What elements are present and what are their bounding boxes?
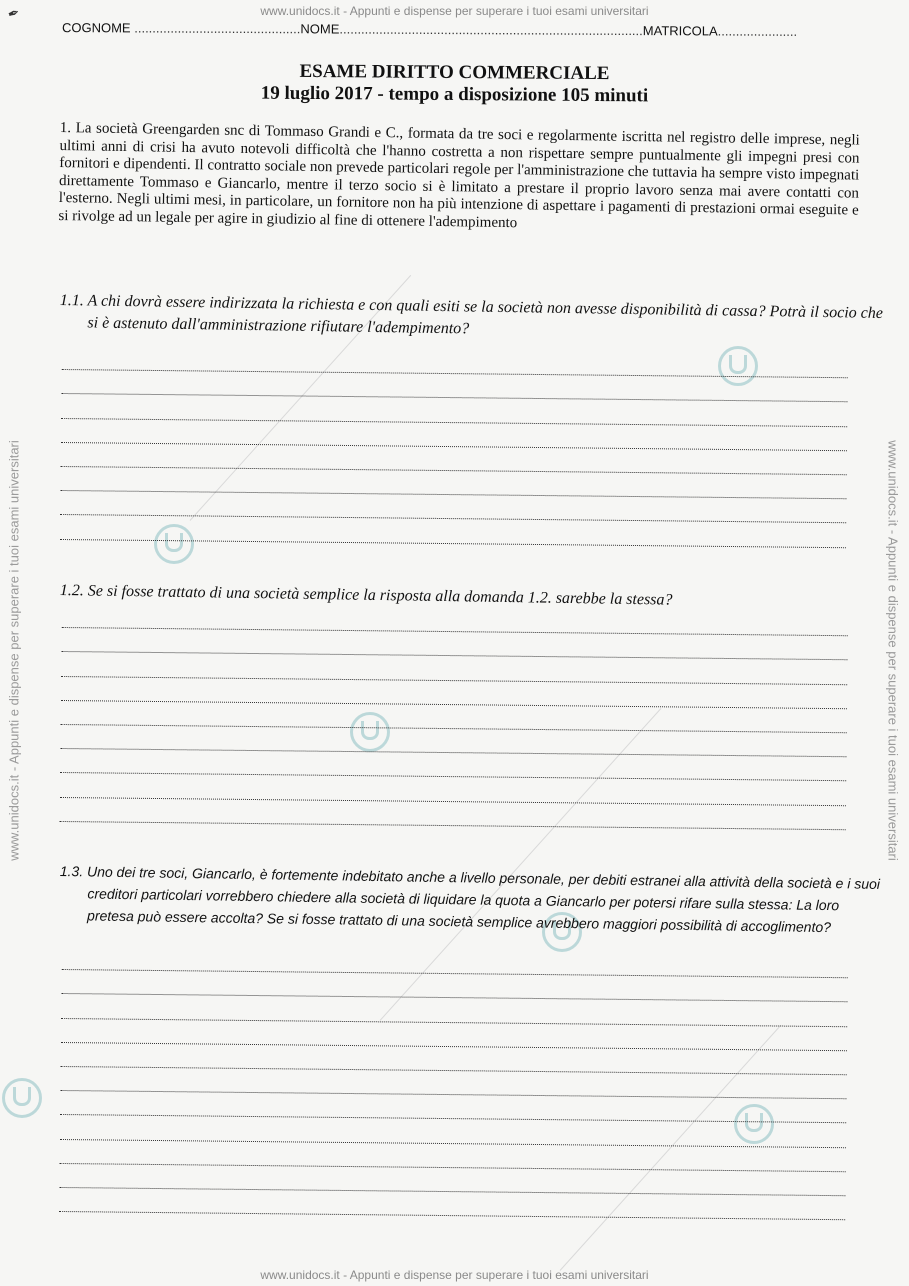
cognome-field[interactable]: .............................................. [134, 20, 301, 37]
nome-label: NOME [300, 21, 340, 37]
nome-field[interactable]: .................................................................................... [339, 21, 643, 39]
question-1-3: 1.3. Uno dei tre soci, Giancarlo, è fortemente indebitato anche a livello personale, per debiti estranei alla attività della società e i suoi creditori particolari vorrebbero chiedere alla società di liquidare la quota a Giancarlo per potersi rifare sulla stessa: La loro pretesa può essere accolta? Se si fosse trattato di una società semplice avrebbero maggiori possibilità di accoglimento? [59, 862, 881, 936]
answer-area-1-1[interactable] [60, 346, 848, 548]
answer-area-1-2[interactable] [60, 604, 848, 830]
case-description: 1. La società Greengarden snc di Tommaso Grandi e C., formata da tre soci e regolarmente iscritta nel registro delle imprese, negli ultimi anni di crisi ha avuto notevoli difficoltà che l'hanno costretta a non rispettare sempre puntualmente gli impegni presi con fornitori e dipendenti. Il contratto sociale non prevede particolari regole per l'amministrazione che tuttavia ha sempre visto impegnati direttamente Tommaso e Giancarlo, mentre il terzo socio si è limitato a prestare il proprio lavoro senza mai avere contatti con l'esterno. Negli ultimi mesi, in particolare, un fornitore non ha più intenzione di aspettare i pagamenti di prestazioni ormai eseguite e si rivolge ad un legale per agire in giudizio al fine di ottenere l'adempimento [58, 120, 860, 231]
exam-title: ESAME DIRITTO COMMERCIALE [299, 60, 610, 85]
student-info-header [62, 20, 802, 39]
watermark-bottom: www.unidocs.it - Appunti e dispense per superare i tuoi esami universitari [260, 1268, 649, 1282]
watermark-top: www.unidocs.it - Appunti e dispense per superare i tuoi esami universitari [260, 4, 649, 18]
watermark-left: www.unidocs.it - Appunti e dispense per superare i tuoi esami universitari [6, 440, 22, 861]
matricola-field[interactable]: ...................... [717, 23, 798, 39]
question-1-2: 1.2. Se si fosse trattato di una società semplice la risposta alla domanda 1.2. sarebbe la stessa? [59, 581, 673, 609]
watermark-right: www.unidocs.it - Appunti e dispense per superare i tuoi esami universitari [885, 440, 901, 861]
answer-area-1-3[interactable] [59, 946, 848, 1220]
watermark-logo-icon [2, 1078, 42, 1118]
question-1-1: 1.1. A chi dovrà essere indirizzata la richiesta e con quali esiti se la società non avesse disponibilità di cassa? Potrà il socio che si è astenuto dall'amministrazione rifiutare l'adempimento? [59, 291, 884, 338]
cognome-label: COGNOME [61, 20, 131, 36]
exam-subtitle: 19 luglio 2017 - tempo a disposizione 105 minuti [260, 82, 649, 107]
pen-mark-icon: ✒ [5, 4, 23, 24]
matricola-label: MATRICOLA [642, 23, 718, 39]
